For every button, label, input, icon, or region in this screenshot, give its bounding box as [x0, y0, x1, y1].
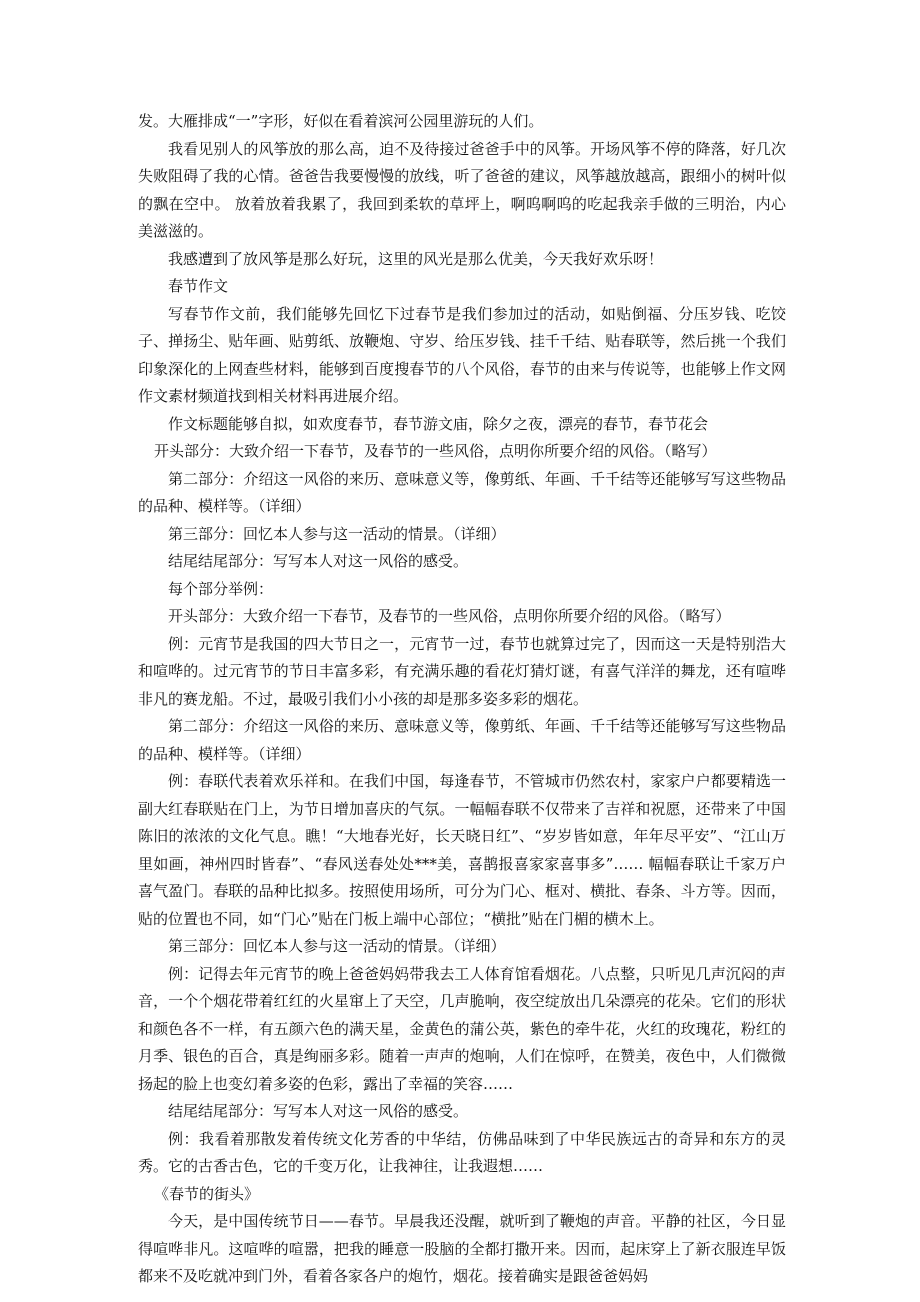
paragraph: 第二部分：介绍这一风俗的来历、意味意义等，像剪纸、年画、千千结等还能够写写这些物品的品种、模样等。（详细）	[138, 469, 786, 515]
paragraph: 第三部分：回忆本人参与这一活动的情景。（详细）	[168, 524, 506, 543]
paragraph: 例：记得去年元宵节的晚上爸爸妈妈带我去工人体育馆看烟花。八点整，只听见几声沉闷的声音，一个个烟花带着红红的火星窜上了天空，几声脆响，夜空绽放出几朵漂亮的花朵。它们的形状和颜色各不一样，有五颜六色的满天星，金黄色的蒲公英，紫色的牵牛花，火红的玫瑰花，粉红的月季、银色的百合，真是绚丽多彩。随着一声声的炮响，人们在惊呼，在赞美，夜色中，人们微微扬起的脸上也变幻着多姿的色彩，露出了幸福的笑容……	[138, 964, 786, 1093]
paragraph: 每个部分举例：	[168, 579, 274, 598]
paragraph: 《春节的街头》	[154, 1184, 260, 1203]
paragraph: 例：我看着那散发着传统文化芳香的中华结，仿佛品味到了中华民族远古的奇异和东方的灵秀。它的古香古色，它的千变万化，让我神往，让我遐想……	[138, 1129, 786, 1175]
paragraph: 第二部分：介绍这一风俗的来历、意味意义等，像剪纸、年画、千千结等还能够写写这些物品的品种、模样等。（详细）	[138, 717, 786, 763]
paragraph: 我看见别人的风筝放的那么高，迫不及待接过爸爸手中的风筝。开场风筝不停的降落，好几次失败阻碍了我的心情。爸爸告我要慢慢的放线，听了爸爸的建议，风筝越放越高，跟细小的树叶似的飘在空中。 放着放着我累了，我回到柔软的草坪上，啊呜啊呜的吃起我亲手做的三明治，内心美滋滋的。	[138, 139, 786, 240]
paragraph: 第三部分：回忆本人参与这一活动的情景。（详细）	[168, 937, 506, 955]
paragraph: 我感遭到了放风筝是那么好玩，这里的风光是那么优美，今天我好欢乐呀！	[168, 249, 664, 268]
paragraph: 结尾结尾部分：写写本人对这一风俗的感受。	[168, 552, 469, 570]
paragraph: 作文标题能够自拟，如欢度春节，春节游文庙，除夕之夜，漂亮的春节，春节花会	[168, 414, 709, 433]
paragraph: 结尾结尾部分：写写本人对这一风俗的感受。	[168, 1102, 469, 1120]
paragraph: 开头部分：大致介绍一下春节，及春节的一些风俗，点明你所要介绍的风俗。（略写）	[154, 442, 717, 460]
document-page	[138, 108, 786, 1291]
paragraph: 春节作文	[168, 277, 229, 295]
paragraph: 开头部分：大致介绍一下春节，及春节的一些风俗，点明你所要介绍的风俗。（略写）	[168, 607, 731, 625]
paragraph: 写春节作文前，我们能够先回忆下过春节是我们参加过的活动，如贴倒福、分压岁钱、吃饺子、掸扬尘、贴年画、贴剪纸、放鞭炮、守岁、给压岁钱、挂千千结、贴春联等，然后挑一个我们印象深化的上网查些材料，能够到百度搜春节的八个风俗，春节的由来与传说等，也能够上作文网作文素材频道找到相关材料再进展介绍。	[138, 304, 786, 405]
paragraph: 发。大雁排成“一”字形，好似在看着滨河公园里游玩的人们。	[138, 112, 544, 130]
paragraph: 例：元宵节是我国的四大节日之一，元宵节一过，春节也就算过完了，因而这一天是特别浩大和喧哗的。过元宵节的节日丰富多彩，有充满乐趣的看花灯猜灯谜，有喜气洋洋的舞龙，还有喧哗非凡的赛龙船。不过，最吸引我们小小孩的却是那多姿多彩的烟花。	[138, 634, 786, 708]
paragraph: 今天，是中国传统节日——春节。早晨我还没醒，就听到了鞭炮的声音。平静的社区，今日显得喧哗非凡。这喧哗的喧嚣，把我的睡意一股脑的全都打撒开来。因而，起床穿上了新衣服连早饭都来不及吃就冲到门外，看着各家各户的炮竹，烟花。接着确实是跟爸爸妈妈	[138, 1212, 786, 1285]
paragraph: 例：春联代表着欢乐祥和。在我们中国，每逢春节，不管城市仍然农村，家家户户都要精选一副大红春联贴在门上，为节日增加喜庆的气氛。一幅幅春联不仅带来了吉祥和祝愿，还带来了中国陈旧的浓浓的文化气息。瞧！“大地春光好，长天晓日红”、“岁岁皆如意，年年尽平安”、“江山万里如画，神州四时皆春”、“春风送春处处***美，喜鹊报喜家家喜事多”…… 幅幅春联让千家万户喜气盈门。春联的品种比拟多。按照使用场所，可分为门心、框对、横批、春条、斗方等。因而，贴的位置也不同，如“门心”贴在门板上端中心部位；“横批”贴在门楣的横木上。	[138, 772, 786, 928]
